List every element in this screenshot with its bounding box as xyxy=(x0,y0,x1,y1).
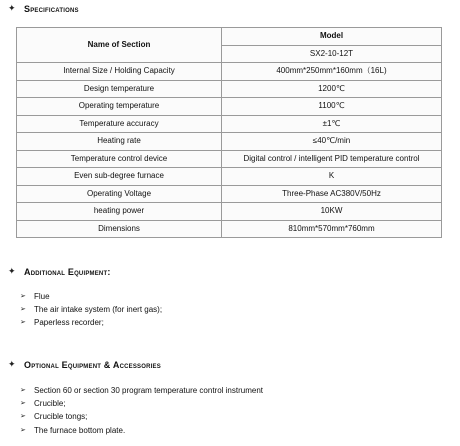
diamond-bullet-icon: ✦ xyxy=(8,3,16,13)
table-row xyxy=(17,150,442,168)
row-value: 1200℃ xyxy=(222,80,442,98)
optional-equipment-list xyxy=(20,384,263,437)
row-name: Temperature accuracy xyxy=(17,115,222,133)
list-item xyxy=(20,410,263,423)
arrow-bullet-icon: ➢ xyxy=(20,400,26,408)
specifications-table xyxy=(16,27,442,238)
table-row xyxy=(17,98,442,116)
row-value: ±1℃ xyxy=(222,115,442,133)
row-name: Operating temperature xyxy=(17,98,222,116)
row-name: Internal Size / Holding Capacity xyxy=(17,63,222,81)
list-item xyxy=(20,397,263,410)
additional-equipment-heading xyxy=(8,266,111,277)
list-item-text: Crucible; xyxy=(34,399,66,409)
row-name: Design temperature xyxy=(17,80,222,98)
row-value: 810mm*570mm*760mm xyxy=(222,220,442,238)
table-row xyxy=(17,220,442,238)
row-name: Heating rate xyxy=(17,133,222,151)
row-name: Dimensions xyxy=(17,220,222,238)
row-value: 400mm*250mm*160mm（16L) xyxy=(222,63,442,81)
specifications-heading xyxy=(8,3,79,14)
row-value: Digital control / intelligent PID temperature control xyxy=(222,150,442,168)
table-row xyxy=(17,203,442,221)
arrow-bullet-icon: ➢ xyxy=(20,306,26,314)
arrow-bullet-icon: ➢ xyxy=(20,413,26,421)
table-row xyxy=(17,133,442,151)
list-item-text: Crucible tongs; xyxy=(34,412,88,422)
arrow-bullet-icon: ➢ xyxy=(20,426,26,434)
list-item-text: The air intake system (for inert gas); xyxy=(34,305,163,315)
row-value: Three-Phase AC380V/50Hz xyxy=(222,185,442,203)
list-item xyxy=(20,290,162,303)
optional-equipment-heading xyxy=(8,359,161,370)
row-value: 10KW xyxy=(222,203,442,221)
list-item-text: Flue xyxy=(34,292,50,301)
optional-equipment-title: Optional Equipment & Accessories xyxy=(24,359,161,370)
additional-equipment-list xyxy=(20,290,162,330)
list-item xyxy=(20,384,263,397)
model-header: Model xyxy=(222,28,442,46)
row-name: Operating Voltage xyxy=(17,185,222,203)
list-item xyxy=(20,303,162,316)
model-value: SX2-10-12T xyxy=(222,45,442,63)
arrow-bullet-icon: ➢ xyxy=(20,319,26,327)
list-item-text: The furnace bottom plate. xyxy=(34,425,126,435)
arrow-bullet-icon: ➢ xyxy=(20,293,26,300)
table-header-row xyxy=(17,28,442,46)
table-row xyxy=(17,80,442,98)
table-row xyxy=(17,185,442,203)
additional-equipment-title: Additional Equipment: xyxy=(24,266,111,277)
row-name: heating power xyxy=(17,203,222,221)
list-item-text: Section 60 or section 30 program temperature control instrument xyxy=(34,386,264,395)
list-item xyxy=(20,424,263,437)
arrow-bullet-icon: ➢ xyxy=(20,387,26,394)
row-value: K xyxy=(222,168,442,186)
diamond-bullet-icon: ✦ xyxy=(8,359,16,369)
specifications-title: Specifications xyxy=(24,3,79,14)
diamond-bullet-icon: ✦ xyxy=(8,266,16,276)
name-of-section-header: Name of Section xyxy=(17,28,222,63)
table-row xyxy=(17,63,442,81)
table-row xyxy=(17,168,442,186)
list-item-text: Paperless recorder; xyxy=(34,318,104,328)
list-item xyxy=(20,316,162,329)
row-name: Temperature control device xyxy=(17,150,222,168)
row-value: 1100℃ xyxy=(222,98,442,116)
row-name: Even sub-degree furnace xyxy=(17,168,222,186)
row-value: ≤40℃/min xyxy=(222,133,442,151)
table-row xyxy=(17,115,442,133)
